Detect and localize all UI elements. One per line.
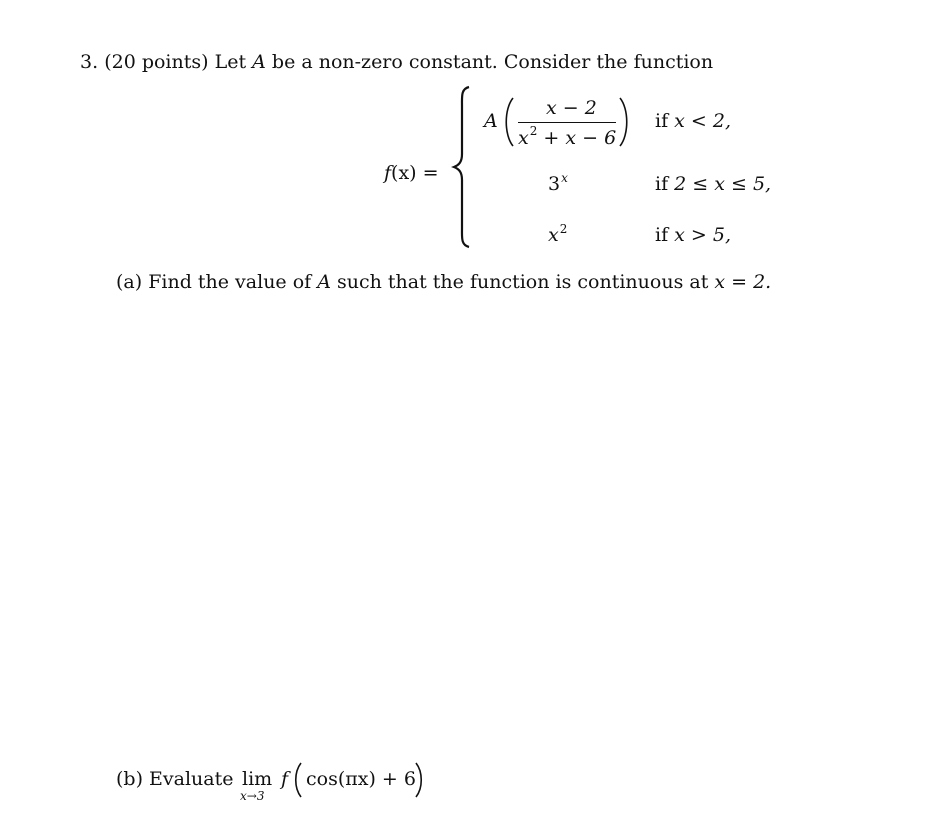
part-a-label: (a) bbox=[116, 271, 143, 293]
case1-denominator-exp: 2 bbox=[529, 124, 538, 138]
part-b-label: (b) bbox=[116, 768, 143, 790]
problem-statement bbox=[80, 50, 713, 74]
case2-condition-if: if bbox=[655, 173, 669, 195]
case3-base: x bbox=[548, 224, 559, 246]
function-lhs bbox=[384, 161, 439, 185]
case1-condition bbox=[655, 109, 731, 133]
part-a-cond: x = 2. bbox=[714, 271, 772, 293]
part-b-arg: cos(πx) + 6 bbox=[306, 768, 416, 790]
case3-condition bbox=[655, 223, 731, 247]
problem-intro-a: Let bbox=[214, 51, 247, 73]
case3-condition-if: if bbox=[655, 224, 669, 246]
part-a bbox=[116, 270, 771, 294]
case1-left-paren bbox=[503, 97, 515, 147]
case1-right-paren bbox=[618, 97, 630, 147]
piecewise-brace bbox=[452, 86, 472, 248]
case2-condition bbox=[655, 172, 771, 196]
part-b-text: Evaluate bbox=[149, 768, 234, 790]
part-b-lim-sub: x→3 bbox=[240, 789, 265, 803]
case3-condition-text: x > 5, bbox=[674, 224, 731, 246]
function-name: f bbox=[384, 162, 392, 184]
function-lhs-rest: (x) = bbox=[391, 162, 439, 184]
case1-condition-text: x < 2, bbox=[674, 110, 731, 132]
case2-exp: x bbox=[561, 171, 568, 185]
case1-numerator-text: x − 2 bbox=[546, 97, 597, 119]
case1-denominator-rest: + x − 6 bbox=[543, 127, 617, 149]
case2-base: 3 bbox=[548, 173, 561, 195]
case2-expression bbox=[548, 172, 568, 198]
part-b-lim: lim bbox=[242, 768, 273, 790]
part-b-right-paren bbox=[414, 762, 424, 798]
problem-intro-b: be a non-zero constant. Consider the function bbox=[271, 51, 714, 73]
case1-numerator bbox=[546, 96, 597, 120]
part-b-f: f bbox=[281, 768, 289, 790]
problem-points: (20 points) bbox=[104, 51, 209, 73]
part-b-label-text bbox=[116, 767, 234, 791]
case1-denominator bbox=[518, 126, 616, 152]
case1-condition-if: if bbox=[655, 110, 669, 132]
problem-number: 3. bbox=[80, 51, 99, 73]
case3-exp: 2 bbox=[559, 222, 568, 236]
part-b-left-paren bbox=[293, 762, 303, 798]
part-a-var: A bbox=[317, 271, 331, 293]
problem-intro-var: A bbox=[252, 51, 266, 73]
case2-condition-text: 2 ≤ x ≤ 5, bbox=[674, 173, 772, 195]
case3-expression bbox=[548, 223, 567, 249]
case1-coef: A bbox=[484, 110, 498, 132]
part-a-text-b: such that the function is continuous at bbox=[337, 271, 709, 293]
part-a-text-a: Find the value of bbox=[148, 271, 312, 293]
case1-denominator-x: x bbox=[518, 127, 529, 149]
